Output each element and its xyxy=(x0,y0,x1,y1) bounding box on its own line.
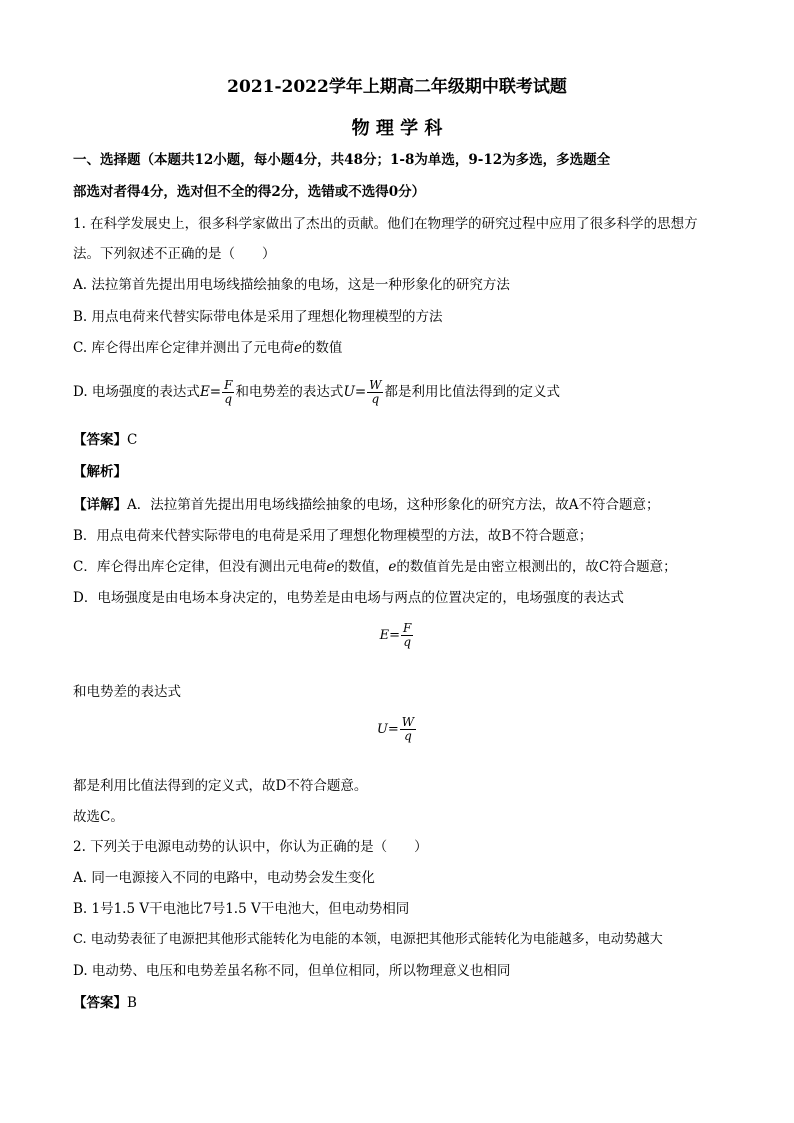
equals-sign: = xyxy=(209,384,222,400)
denominator: q xyxy=(404,729,412,743)
detail-b: B．用点电荷来代替实际带电的电荷是采用了理想化物理模型的方法，故B不符合题意； xyxy=(73,528,593,544)
detail-c-pre: C．库仑得出库仑定律，但没有测出元电荷 xyxy=(73,559,327,575)
detail-c-var: e xyxy=(326,559,335,575)
q1-option-d-mid: 和电势差的表达式 xyxy=(235,384,344,400)
q1-option-c-pre: C. 库仑得出库仑定律并测出了元电荷 xyxy=(73,340,294,356)
fraction-f-over-q xyxy=(401,622,413,649)
numerator: W xyxy=(401,715,415,729)
page-title: 2021-2022学年上期高二年级期中联考试题 xyxy=(227,77,567,97)
equals-sign: = xyxy=(387,722,399,737)
fraction-f-over-q xyxy=(222,379,234,406)
q2-option-d: D. 电动势、电压和电势差虽名称不同，但单位相同，所以物理意义也相同 xyxy=(73,963,511,979)
q1-answer xyxy=(73,431,137,449)
fraction-w-over-q xyxy=(367,379,383,406)
numerator: W xyxy=(369,378,382,392)
formula-u-var: U xyxy=(343,384,355,400)
equals-sign: = xyxy=(354,384,367,400)
formula-e-block xyxy=(0,622,794,649)
numerator: F xyxy=(403,621,412,635)
section-heading-line1: 一、选择题（本题共12小题，每小题4分，共48分；1-8为单选，9-12为多选，多选题全 xyxy=(73,152,611,168)
formula-e-var: E xyxy=(379,628,390,643)
formula-u-block xyxy=(0,716,794,743)
detail-d: D．电场强度是由电场本身决定的，电势差是由电场与两点的位置决定的，电场强度的表达式 xyxy=(73,590,624,606)
detail-c-mid: 的数值， xyxy=(334,559,389,575)
equals-sign: = xyxy=(389,628,401,643)
q1-option-d xyxy=(73,372,560,412)
detail-a xyxy=(73,496,660,514)
analysis-label: 【解析】 xyxy=(73,464,127,480)
fraction-w-over-q xyxy=(400,716,416,743)
q1-option-d-pre: D. 电场强度的表达式 xyxy=(73,384,200,400)
page-subtitle: 物 理 学 科 xyxy=(351,118,443,139)
answer-value: C xyxy=(127,432,138,448)
q1-stem-line1: 1. 在科学发展史上，很多科学家做出了杰出的贡献。他们在物理学的研究过程中应用了很多科学的思想方 xyxy=(73,216,698,232)
q2-stem: 2. 下列关于电源电动势的认识中，你认为正确的是（ ） xyxy=(73,839,428,855)
detail-c-var: e xyxy=(388,559,397,575)
q1-stem-line2: 法。下列叙述不正确的是（ ） xyxy=(73,246,276,262)
formula-e-var: E xyxy=(199,384,210,400)
detail-c-post: 的数值首先是由密立根测出的，故C符合题意； xyxy=(396,559,677,575)
formula-u-var: U xyxy=(376,722,388,737)
q1-option-c-post: 的数值 xyxy=(301,340,343,356)
detail-label: 【详解】 xyxy=(73,497,127,513)
answer-label: 【答案】 xyxy=(73,995,127,1011)
q2-option-b: B. 1号1.5 V干电池比7号1.5 V干电池大，但电动势相同 xyxy=(73,901,410,917)
detail-a-text: A．法拉第首先提出用电场线描绘抽象的电场，这种形象化的研究方法，故A不符合题意； xyxy=(127,497,660,513)
detail-c xyxy=(73,558,677,576)
q2-answer xyxy=(73,994,137,1012)
q2-option-c: C. 电动势表征了电源把其他形式能转化为电能的本领，电源把其他形式能转化为电能越多，电动势越大 xyxy=(73,932,663,947)
choose-text: 故选C。 xyxy=(73,809,124,825)
q1-option-b: B. 用点电荷来代替实际带电体是采用了理想化物理模型的方法 xyxy=(73,309,443,325)
conclusion-text: 都是利用比值法得到的定义式，故D不符合题意。 xyxy=(73,778,368,794)
q1-option-c xyxy=(73,339,342,357)
answer-label: 【答案】 xyxy=(73,432,127,448)
section-heading-line2: 部选对者得4分，选对但不全的得2分，选错或不选得0分） xyxy=(73,184,426,200)
denominator: q xyxy=(403,635,412,649)
q1-option-c-var: e xyxy=(293,340,302,356)
and-text: 和电势差的表达式 xyxy=(73,684,181,700)
denominator: q xyxy=(224,392,233,406)
answer-value: B xyxy=(127,995,137,1011)
numerator: F xyxy=(224,378,233,392)
q1-option-d-post: 都是利用比值法得到的定义式 xyxy=(384,384,560,400)
q2-option-a: A. 同一电源接入不同的电路中，电动势会发生变化 xyxy=(73,870,375,886)
q1-option-a: A. 法拉第首先提出用电场线描绘抽象的电场，这是一种形象化的研究方法 xyxy=(73,277,510,293)
denominator: q xyxy=(371,392,380,406)
